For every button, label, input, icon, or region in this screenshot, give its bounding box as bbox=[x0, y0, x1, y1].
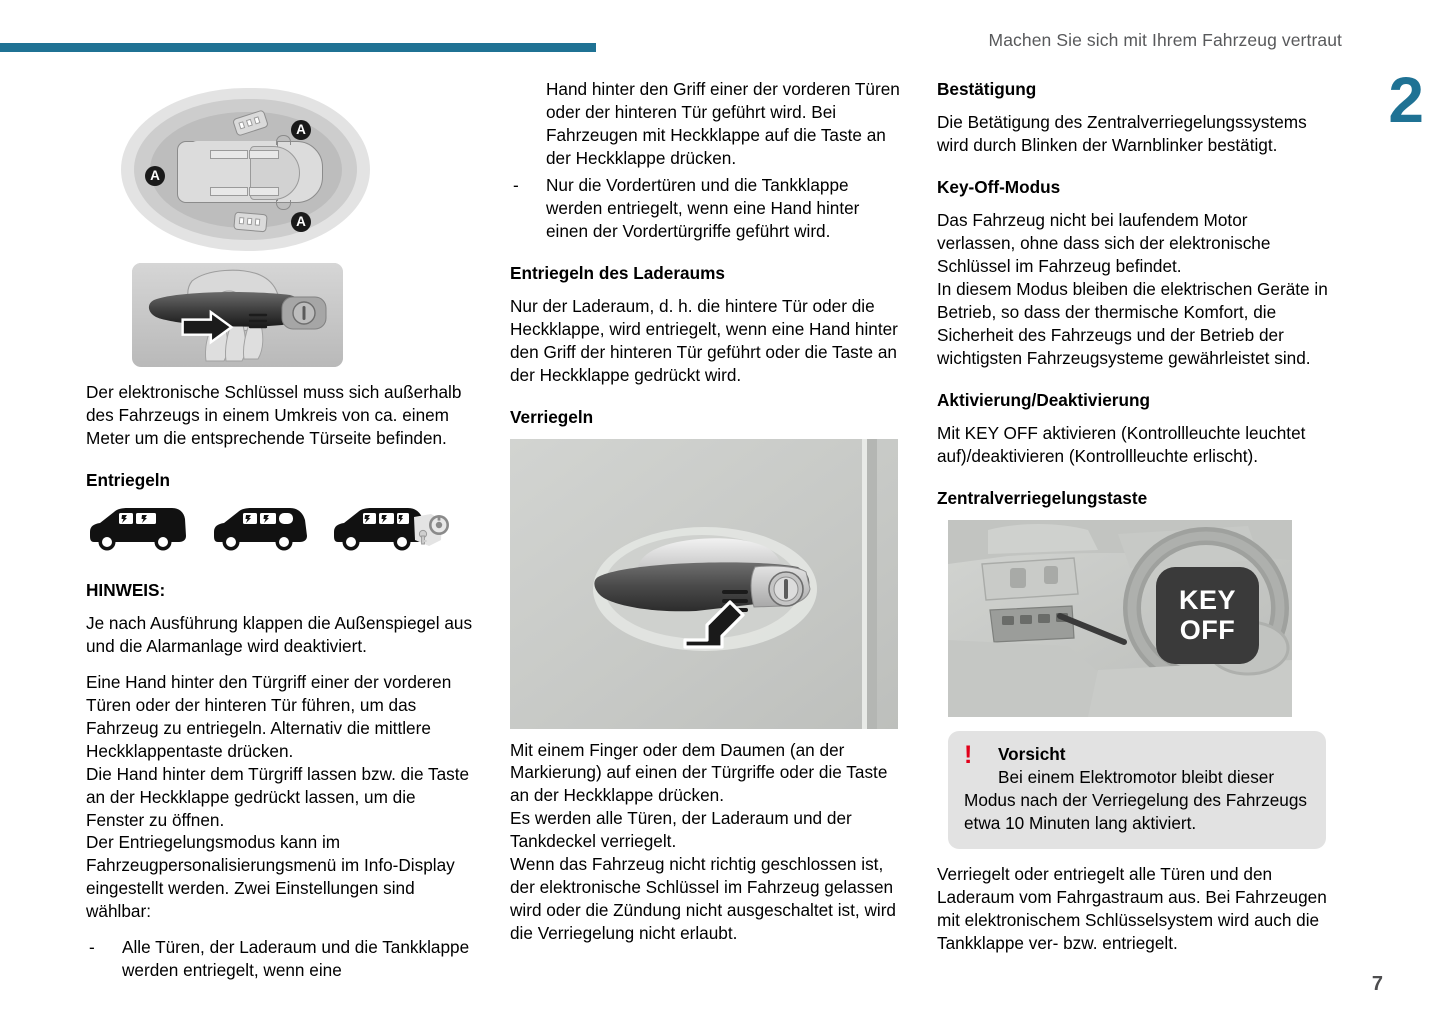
heading-zentralverriegelungstaste: Zentralverriegelungstaste bbox=[937, 487, 1148, 508]
hand-behind-door-handle-photo bbox=[132, 263, 343, 367]
vehicle-silhouettes-unlock-icons bbox=[86, 502, 478, 560]
heading-key-off-modus: Key-Off-Modus bbox=[937, 176, 1061, 197]
caution-first-line: Bei einem Elektromotor bleibt dieser bbox=[998, 766, 1275, 787]
key-detection-zones-diagram bbox=[121, 88, 370, 251]
laderaum-text: Nur der Laderaum, d. h. die hintere Tür oder die Heckklappe, wird entriegelt, wenn eine Hand hinter den Griff der hinteren Tür geführt oder die Taste an der Heckklappe gedrückt wird. bbox=[510, 295, 898, 385]
door-handle-lock-photo bbox=[510, 439, 898, 729]
exclamation-icon: ! bbox=[964, 740, 973, 769]
key-off-badge-line2: OFF bbox=[1179, 615, 1236, 646]
keyoff-paragraph-2: In diesem Modus bleiben die elektrischen Geräte in Betrieb, so dass der thermische Komfort, die Sicherheit des Fahrzeugs und der Betrieb der wichtigsten Fahrzeugsysteme gewährleistet sind. bbox=[937, 278, 1328, 368]
header-accent-rule bbox=[0, 43, 596, 52]
unlock-mode-list-continued bbox=[510, 174, 902, 243]
list-item bbox=[86, 936, 478, 982]
left-column bbox=[86, 78, 478, 994]
heading-bestaetigung: Bestätigung bbox=[937, 79, 1037, 99]
key-fob-icon-bottom bbox=[233, 212, 267, 233]
hinweis-label: HINWEIS: bbox=[86, 579, 166, 600]
heading-entriegeln: Entriegeln bbox=[86, 469, 171, 490]
zone-marker-a-top: A bbox=[291, 120, 311, 140]
vehicle-silhouette-medium bbox=[210, 502, 315, 554]
heading-entriegeln-laderaum: Entriegeln des Laderaums bbox=[510, 262, 725, 283]
list-dash: - bbox=[89, 937, 95, 958]
list-item bbox=[510, 174, 902, 243]
keyoff-paragraph-1: Das Fahrzeug nicht bei laufendem Motor verlassen, ohne dass sich der elektronische Schlüssel im Fahrzeug befindet. bbox=[937, 209, 1271, 276]
verriegeln-paragraph-2: Es werden alle Türen, der Laderaum und der Tankdeckel verriegelt. bbox=[510, 808, 852, 852]
caution-box bbox=[948, 731, 1326, 849]
vehicle-silhouette-long bbox=[86, 502, 191, 554]
left-paragraph-2: Die Hand hinter dem Türgriff lassen bzw. die Taste an der Heckklappe gedrückt lassen, um die Fenster zu öffnen. bbox=[86, 763, 470, 830]
caution-rest-text: Modus nach der Verriegelung des Fahrzeugs etwa 10 Minuten lang aktiviert. bbox=[964, 789, 1308, 833]
page-number: 7 bbox=[1371, 973, 1383, 995]
hand-handle-illustration bbox=[132, 263, 343, 367]
closing-text: Verriegelt oder entriegelt alle Türen und den Laderaum vom Fahrgastraum aus. Bei Fahrzeugen mit elektronischem Schlüsselsystem wird auch die Tankklappe ver- bzw. entriegelt. bbox=[937, 863, 1327, 953]
zone-marker-a-left: A bbox=[145, 166, 165, 186]
left-paragraph-1: Eine Hand hinter den Türgriff einer der vorderen Türen oder der hinteren Tür führen, um das Fahrzeug zu entriegeln. Alternativ die mittlere Heckklappentaste drücken. bbox=[86, 671, 452, 761]
chapter-number: 2 bbox=[1388, 64, 1423, 136]
car-top-view bbox=[177, 141, 323, 203]
caution-title: Vorsicht bbox=[998, 743, 1066, 764]
steering-wheel-key-icon bbox=[411, 510, 451, 550]
heading-aktivierung-deaktivierung: Aktivierung/Deaktivierung bbox=[937, 389, 1150, 410]
list-item-label: Nur die Vordertüren und die Tankklappe werden entriegelt, wenn eine Hand hinter einen der Vordertürgriffe geführt wird. bbox=[546, 174, 860, 241]
continuation-text: Hand hinter den Griff einer der vorderen Türen oder der hinteren Tür geführt wird. Bei Fahrzeugen mit Heckklappe auf die Taste an der Heckklappe drücken. bbox=[546, 79, 900, 168]
heading-verriegeln: Verriegeln bbox=[510, 406, 594, 427]
unlock-mode-list bbox=[86, 936, 478, 982]
key-off-badge bbox=[1156, 567, 1259, 664]
bestaetigung-text: Die Betätigung des Zentralverriegelungssystems wird durch Blinken der Warnblinker bestätigt. bbox=[937, 112, 1307, 155]
key-off-dashboard-photo bbox=[948, 520, 1292, 717]
zone-marker-a-bottom: A bbox=[291, 212, 311, 232]
left-intro-paragraph: Der elektronische Schlüssel muss sich außerhalb des Fahrzeugs in einem Umkreis von ca. einem Meter um die entsprechende Türseite befinden. bbox=[86, 382, 462, 448]
middle-column bbox=[510, 78, 902, 958]
verriegeln-paragraph-1: Mit einem Finger oder dem Daumen (an der Markierung) auf einen der Türgriffe oder die Taste an der Heckklappe drücken. bbox=[510, 739, 888, 806]
list-dash: - bbox=[513, 174, 519, 195]
page-header-title: Machen Sie sich mit Ihrem Fahrzeug vertraut bbox=[988, 30, 1342, 50]
list-item-label: Alle Türen, der Laderaum und die Tankklappe werden entriegelt, wenn eine bbox=[122, 937, 470, 981]
left-paragraph-3: Der Entriegelungsmodus kann im Fahrzeugpersonalisierungsmenü im Info-Display eingestellt werden. Zwei Einstellungen sind wählbar: bbox=[86, 832, 455, 922]
key-off-badge-line1: KEY bbox=[1178, 584, 1237, 615]
verriegeln-paragraph-3: Wenn das Fahrzeug nicht richtig geschlossen ist, der elektronische Schlüssel im Fahrzeug gelassen wird oder die Zündung nicht ausgeschaltet ist, wird die Verriegelung nicht erlaubt. bbox=[510, 854, 896, 944]
right-column bbox=[937, 78, 1329, 968]
hinweis-text: Je nach Ausführung klappen die Außenspiegel aus und die Alarmanlage wird deaktiviert. bbox=[86, 612, 473, 656]
door-handle-illustration bbox=[510, 439, 898, 729]
aktivierung-text: Mit KEY OFF aktivieren (Kontrollleuchte leuchtet auf)/deaktivieren (Kontrollleuchte erlischt). bbox=[937, 422, 1306, 466]
